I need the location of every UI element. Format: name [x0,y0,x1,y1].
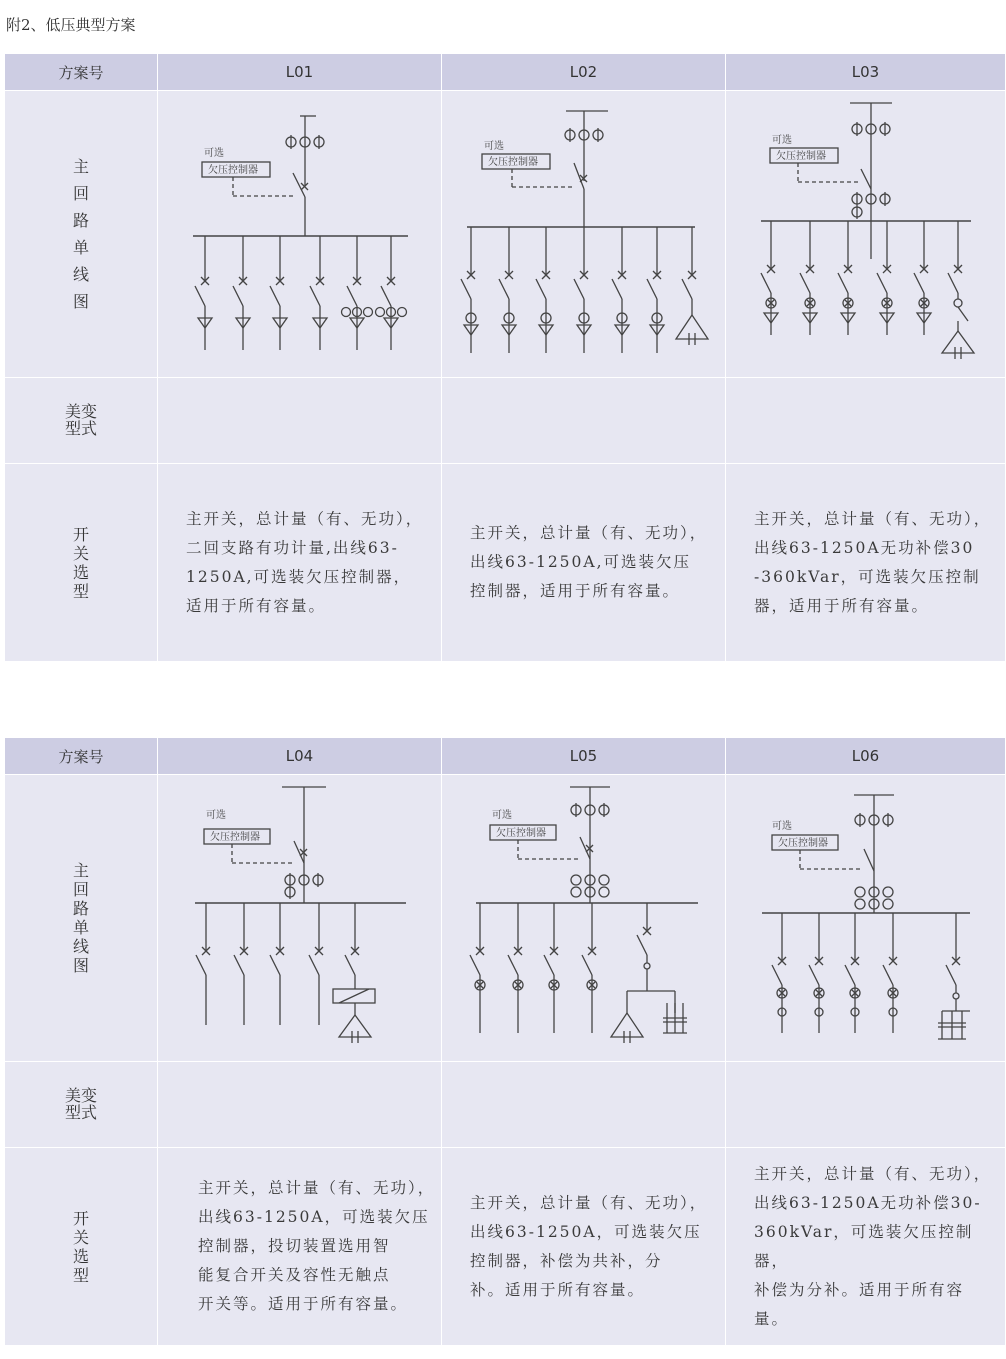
capacitor-bank-icon [942,331,974,353]
diagram-row [5,91,1006,378]
page-heading: 附2、低压典型方案 [6,16,136,34]
transformer-cell-l02 [442,378,726,464]
transformer-row [5,378,1006,464]
single-line-diagram-l04 [158,775,442,1062]
diagram-row [5,775,1006,1062]
description-l06: 主开关，总计量（有、无功）， 出线63-1250A无功补偿30- 360kVar，可选装欠压控制器， 补偿为分补。适用于所有容 量。 [754,1164,992,1328]
controller-label: 欠压控制器 [496,828,546,839]
single-line-diagram-l05 [442,775,726,1062]
feeder-branches [470,903,687,1043]
scheme-number-header: 方案号 [5,738,158,775]
description-l04: 主开关，总计量（有、无功）， 出线63-1250A，可选装欠压 控制器，投切装置选用智 能复合开关及容性无触点 开关等。适用于所有容量。 [198,1179,436,1313]
scheme-number-header: 方案号 [5,54,158,91]
controller-label: 欠压控制器 [778,838,828,849]
scheme-table-1 [4,53,1006,662]
diagram-row-label: 主回路单线图 [72,157,89,311]
transformer-row [5,1062,1006,1148]
feeder-branches [196,903,375,1043]
feeder-branches [761,221,974,359]
feeder-branches [772,913,970,1039]
switch-row-label: 开关选型 [72,1208,89,1285]
capacitor-bank-icon [611,1013,643,1037]
scheme-code-l06: L06 [726,738,1006,775]
optional-label: 可选 [772,821,792,832]
description-l01: 主开关，总计量（有、无功）， 二回支路有功计量,出线63- 1250A,可选装欠压控制器， 适用于所有容量。 [186,509,424,615]
header-row [5,738,1006,775]
optional-label: 可选 [204,148,224,159]
header-row [5,54,1006,91]
controller-label: 欠压控制器 [208,165,258,176]
scheme-table-2 [4,737,1006,1346]
feeder-branches [461,227,708,353]
controller-label: 欠压控制器 [776,151,826,162]
transformer-cell-l05 [442,1062,726,1148]
optional-label: 可选 [492,810,512,821]
capacitor-bank-icon [339,1015,371,1037]
scheme-code-l02: L02 [442,54,726,91]
transformer-cell-l03 [726,378,1006,464]
single-line-diagram-l03 [726,91,1006,378]
transformer-cell-l04 [158,1062,442,1148]
transformer-row-label: 美变型式 [64,402,97,438]
transformer-cell-l06 [726,1062,1006,1148]
scheme-code-l01: L01 [158,54,442,91]
controller-label: 欠压控制器 [488,157,538,168]
single-line-diagram-l06 [726,775,1006,1062]
switch-selection-row [5,1148,1006,1346]
diagram-row-label: 主回路单线图 [72,861,89,975]
description-l03: 主开关，总计量（有、无功）， 出线63-1250A无功补偿30 -360kVar，可选装欠压控制 器，适用于所有容量。 [754,509,992,615]
switch-row-label: 开关选型 [72,524,89,601]
controller-label: 欠压控制器 [210,832,260,843]
transformer-row-label: 美变型式 [64,1086,97,1122]
single-line-diagram-l02 [442,91,726,378]
scheme-code-l03: L03 [726,54,1006,91]
optional-label: 可选 [484,141,504,152]
optional-label: 可选 [206,810,226,821]
scheme-code-l05: L05 [442,738,726,775]
single-line-diagram-l01 [158,91,442,378]
transformer-cell-l01 [158,378,442,464]
scheme-code-l04: L04 [158,738,442,775]
switch-selection-row [5,464,1006,662]
feeder-branches [195,236,407,350]
description-l05: 主开关，总计量（有、无功）， 出线63-1250A，可选装欠压 控制器，补偿为共补，分 补。适用于所有容量。 [470,1193,708,1299]
description-l02: 主开关，总计量（有、无功）， 出线63-1250A,可选装欠压 控制器，适用于所有容量。 [470,524,708,600]
capacitor-bank-icon [676,315,708,339]
optional-label: 可选 [772,135,792,146]
